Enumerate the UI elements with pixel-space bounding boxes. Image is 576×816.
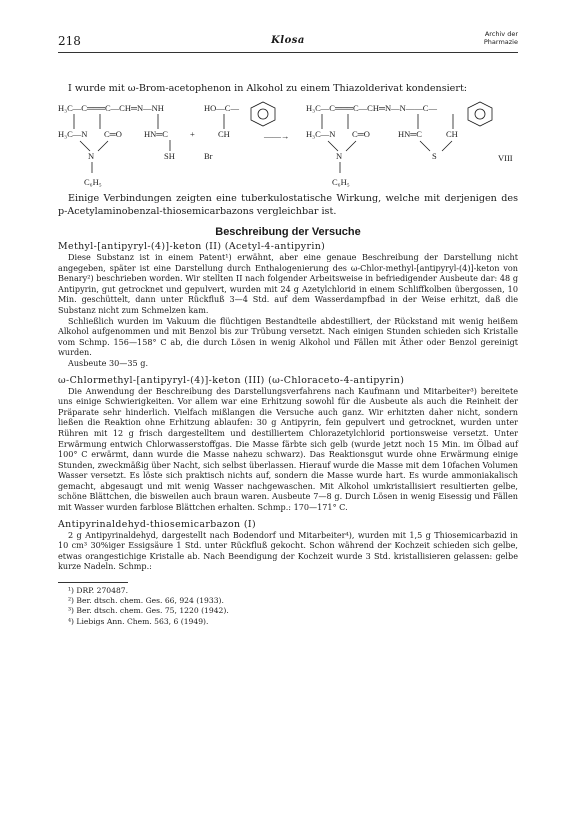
scheme-left-br: Br <box>204 151 213 161</box>
bond <box>328 141 338 151</box>
scheme-left-hn-c: HN═C <box>144 129 168 139</box>
benzene-ring-right-circle <box>475 109 485 119</box>
scheme-left-carbonyl: C═O <box>104 129 122 139</box>
section-3-paragraph-1: 2 g Antipyrinaldehyd, dargestellt nach Bodendorf und Mitarbeiter⁴), wurden mit 1,5 g Thiosemicarbazid in 10 cm³ 30%iger Essigsäure 1 Std. unter Rückfluß gekocht. Schon während der Kochzeit schieden sich gelbe, etwas orangestichige Kristalle ab. Nach Beendigung der Kochzeit wurde 3 Std. kristallisieren gelassen: gelbe kurze Nadeln. Schmp.: <box>58 529 518 572</box>
scheme-left-top-row: H₃C—C═══C—CH═N—NH <box>58 103 164 113</box>
running-title: Klosa <box>271 35 305 46</box>
reaction-arrow: ——→ <box>264 131 290 141</box>
intro-paragraph: I wurde mit ω-Brom-acetophenon in Alkohol zu einem Thiazolderivat kondensiert: <box>68 83 468 94</box>
journal-name-line-2: Pharmazie <box>483 37 518 46</box>
scheme-right-carbonyl: C═O <box>352 129 370 139</box>
section-heading: Beschreibung der Versuche <box>215 226 361 238</box>
footnote: ³) Ber. dtsch. chem. Ges. 75, 1220 (1942). <box>68 606 229 616</box>
scheme-left-n-methyl: H₃C—N <box>58 129 88 139</box>
section-1-paragraph-3: Ausbeute 30—35 g. <box>68 357 149 368</box>
section-2-title: ω-Chlormethyl-[antipyryl-(4)]-keton (III) (ω-Chloraceto-4-antipyrin) <box>58 374 405 386</box>
scheme-left-n: N <box>88 151 95 161</box>
footnote: ¹) DRP. 270487. <box>68 586 129 596</box>
scheme-right-s: S <box>432 151 437 161</box>
scheme-right-top-row: H₃C—C═══C—CH═N—N——C— <box>306 103 437 113</box>
scheme-right-hn-c: HN═C <box>398 129 422 139</box>
scheme-left-phenyl: C₆H₅ <box>84 177 102 187</box>
section-1-paragraph-1: Diese Substanz ist in einem Patent¹) erwähnt, aber eine genaue Beschreibung der Darstellung nicht angegeben, später ist eine Darstellung durch Enthalogenierung des ω-Chlor-methyl-[antipyryl-(4)]-keton von Benary²) beschrieben worden. Wir stellten II nach folgender Arbeitsweise in befriedigender Ausbeute dar: 48 g Antipyrin, gut getrocknet und gepulvert, wurden mit 24 g Azetylchlorid in einem Schliffkolben übergossen, 10 Min. geschüttelt, dann unter Rückfluß 3—4 Std. auf dem Wasserdampfbad in der Weise erhitzt, daß die Substanz nicht zum Schmelzen kam. <box>58 252 518 315</box>
bond <box>420 141 430 151</box>
benzene-ring-left-circle <box>258 109 268 119</box>
after-scheme-paragraph: Einige Verbindungen zeigten eine tuberkulostatische Wirkung, welche mit derjenigen des p-Acetylaminobenzal-thiosemicarbazons vergleichbar ist. <box>58 193 518 217</box>
section-3-title: Antipyrinaldehyd-thiosemicarbazon (I) <box>58 518 257 530</box>
scheme-right-n: N <box>336 151 343 161</box>
reaction-scheme-drawing <box>58 99 518 191</box>
scheme-plus: + <box>190 129 195 139</box>
bond <box>80 141 90 151</box>
reaction-scheme <box>58 99 518 191</box>
scheme-right-n-methyl: H₃C—N <box>306 129 336 139</box>
scheme-right-phenyl: C₆H₅ <box>332 177 350 187</box>
section-1-title: Methyl-[antipyryl-(4)]-keton (II) (Acetyl-4-antipyrin) <box>58 241 326 252</box>
scheme-left-sh: SH <box>164 151 175 161</box>
compound-label: VIII <box>498 153 513 163</box>
footnote: ²) Ber. dtsch. chem. Ges. 66, 924 (1933). <box>68 596 224 606</box>
journal-page <box>58 30 518 627</box>
footnote: ⁴) Liebigs Ann. Chem. 563, 6 (1949). <box>68 616 209 626</box>
header-rule <box>58 52 518 53</box>
journal-name <box>484 31 518 46</box>
bond <box>98 141 108 151</box>
scheme-right-ch: CH <box>446 129 458 139</box>
section-1-paragraph-2: Schließlich wurden im Vakuum die flüchtigen Bestandteile abdestilliert, der Rückstand mit wenig heißem Alkohol aufgenommen und mit Benzol bis zur Trübung versetzt. Nach einigen Stunden schieden sich Kristalle vom Schmp. 156—158° C ab, die durch Lösen in wenig Alkohol und Fällen mit Äther oder Benzol gereinigt wurden. <box>58 315 518 358</box>
journal-name-line-1: Archiv der <box>484 30 518 38</box>
scheme-left-ch: CH <box>218 129 230 139</box>
scheme-left-ho-c: HO—C— <box>204 103 239 113</box>
section-2-paragraph-1: Die Anwendung der Beschreibung des Darstellungsverfahrens nach Kaufmann und Mitarbeiter³) bereitete uns einige Schwierigkeiten. Vor allem war eine Erhitzung sowohl für die Ausbeute als auch die Reinheit der Präparate sehr hinderlich. Vielfach mißlangen die Versuche auch ganz. Wir erhitzten daher nicht, sondern ließen die Reaktion ohne Erhitzung ablaufen: 30 g Antipyrin, fein gepulvert und getrocknet, wurden unter Rühren mit 12 g frisch dargestelltem und destilliertem Chlorazetylchlorid portionsweise versetzt. Unter Erwärmung entwich Chlorwasserstoffgas. Die Masse färbte sich gelb (wurde jetzt noch 15 Min. im Ölbad auf 100° C erwärmt, dann wurde die Masse nahezu schwarz). Das Reaktionsgut wurde ohne Erwärmung einige Stunden, zweckmäßig über Nacht, sich selbst überlassen. Hierauf wurde die Masse mit dem 10fachen Volumen Wasser versetzt. Es löste sich praktisch nichts auf, sondern die Masse wurde hart. Es wurde ammoniakalisch gemacht, abgesaugt und mit wenig Wasser nachgewaschen. Mit Alkohol umkristallisiert resultierten gelbe, schöne Blättchen, die bisweilen auch braun waren. Ausbeute 7—8 g. Durch Lösen in wenig Eisessig und Fällen mit Wasser wurden farblose Blättchen erhalten. Schmp.: 170—171° C. <box>58 385 518 513</box>
benzene-ring-right <box>468 102 492 126</box>
footnote-rule <box>58 582 128 583</box>
bond <box>442 141 452 151</box>
bond <box>346 141 356 151</box>
page-number: 218 <box>58 34 81 48</box>
benzene-ring-left <box>251 102 275 126</box>
running-header <box>58 30 518 56</box>
